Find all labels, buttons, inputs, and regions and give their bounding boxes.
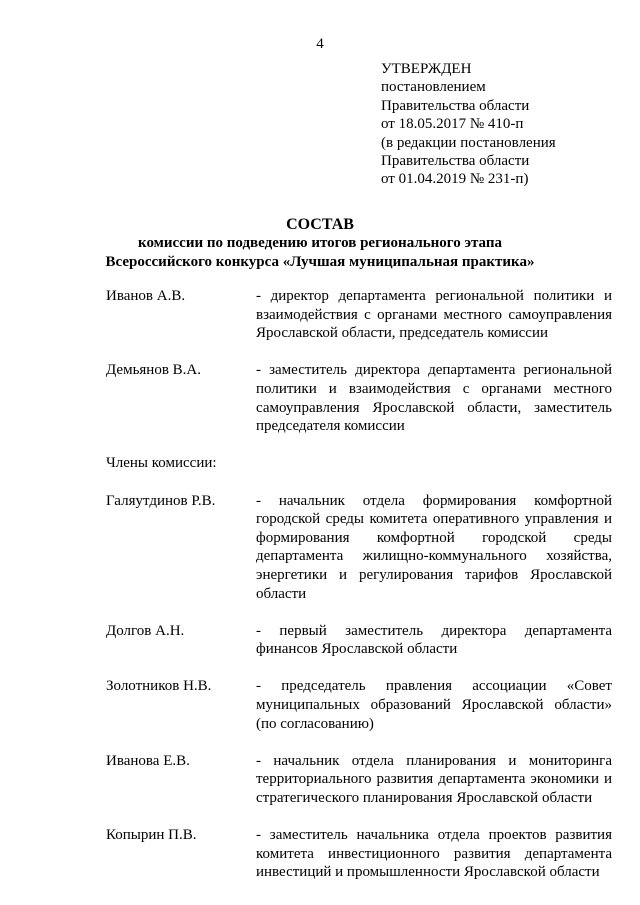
approval-line: Правительства области <box>381 97 530 114</box>
approval-line: постановлением <box>381 79 486 96</box>
approval-line: от 01.04.2019 № 231-п) <box>381 171 529 188</box>
commission-chair-entry <box>106 287 612 343</box>
document-heading <box>0 216 640 271</box>
document-title: СОСТАВ <box>286 216 354 233</box>
member-role: - начальник отдела формирования комфортной городской среды комитета оперативного управления и формирования комфортной городской среды департамента жилищно-коммунального хозяйства, энергетики и регулирования тарифов Ярославской области <box>256 492 612 602</box>
commission-member-entry <box>106 492 612 604</box>
approval-line: УТВЕРЖДЕН <box>381 61 472 77</box>
commission-member-entry <box>106 752 612 808</box>
commission-member-entry <box>106 677 612 733</box>
document-subtitle-line: комиссии по подведению итогов регионального этапа <box>138 235 502 251</box>
commission-member-entry <box>106 622 612 659</box>
member-name: Галяутдинов Р.В. <box>106 492 216 509</box>
member-name: Демьянов В.А. <box>106 362 202 379</box>
member-role: - заместитель директора департамента региональной политики и взаимодействия с органами местного самоуправления Ярославской области, заместитель председателя комиссии <box>256 362 612 435</box>
approval-line: Правительства области <box>381 153 530 170</box>
commission-chair-entry <box>106 361 612 435</box>
member-role: - председатель правления ассоциации «Совет муниципальных образований Ярославской области» (по согласованию) <box>256 678 612 732</box>
member-name: Золотников Н.В. <box>106 678 212 695</box>
member-role: - заместитель начальника отдела проектов развития комитета инвестиционного развития департамента инвестиций и промышленности Ярославской области <box>256 827 612 881</box>
document-subtitle-line: Всероссийского конкурса «Лучшая муниципальная практика» <box>105 253 535 270</box>
page-number: 4 <box>316 36 324 52</box>
member-name: Долгов А.Н. <box>106 622 185 639</box>
member-role: - начальник отдела планирования и мониторинга территориального развития департамента экономики и стратегического планирования Ярославской области <box>256 752 612 807</box>
member-role: - первый заместитель директора департамента финансов Ярославской области <box>256 622 612 658</box>
members-section-label: Члены комиссии: <box>106 455 217 472</box>
member-name: Иванов А.В. <box>106 288 186 304</box>
commission-member-entry <box>106 826 612 882</box>
member-role: - директор департамента региональной политики и взаимодействия с органами местного самоуправления Ярославской области, председатель комиссии <box>256 288 612 342</box>
approval-block <box>381 60 621 189</box>
member-name: Иванова Е.В. <box>106 752 190 769</box>
approval-line: от 18.05.2017 № 410-п <box>381 116 524 133</box>
member-name: Копырин П.В. <box>106 827 197 844</box>
commission-list <box>106 287 612 901</box>
approval-line: (в редакции постановления <box>381 134 556 151</box>
